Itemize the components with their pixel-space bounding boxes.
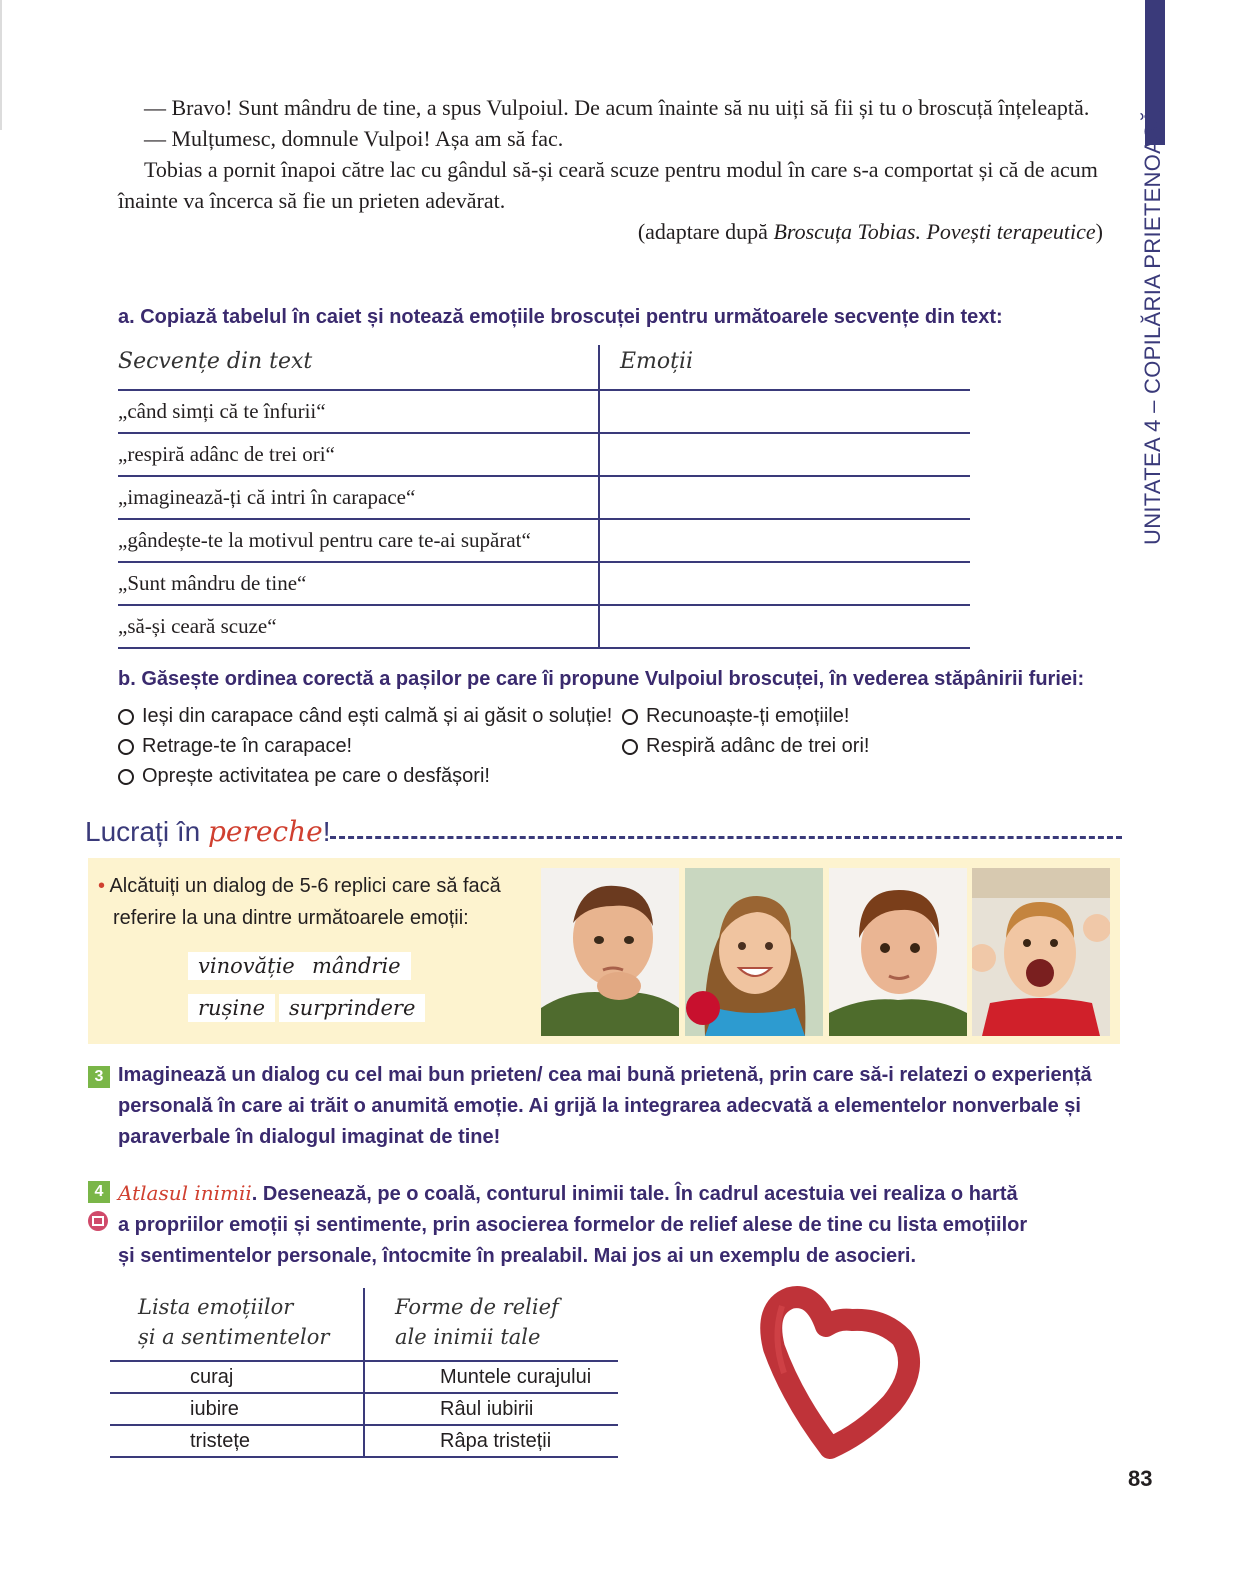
task-b-instruction: b. Găsește ordinea corectă a pașilor pe care îi propune Vulpoiul broscuței, în vederea stăpânirii furiei: bbox=[118, 668, 1085, 690]
step-option[interactable] bbox=[118, 765, 490, 788]
emotion-chip: surprindere bbox=[279, 994, 425, 1022]
page-number: 83 bbox=[1128, 1466, 1153, 1491]
option-label: Respiră adânc de trei ori! bbox=[646, 735, 870, 757]
sequence-cell: „să-și ceară scuze“ bbox=[118, 606, 600, 647]
table-row bbox=[110, 1394, 618, 1426]
table-header bbox=[118, 345, 970, 391]
sequence-cell: „gândește-te la motivul pentru care te-ai supărat“ bbox=[118, 520, 600, 561]
emotion-cell: curaj bbox=[110, 1362, 365, 1392]
page-edge bbox=[0, 0, 2, 130]
photo-surprised-boy bbox=[972, 868, 1110, 1036]
story-paragraph: Tobias a pornit înapoi către lac cu gândul să-și ceară scuze pentru modul în care s-a comportat și că de acum înainte va încerca să fie un prieten adevărat. bbox=[118, 157, 1098, 213]
header-emotions-list: Lista emoțiilor și a sentimentelor bbox=[110, 1288, 365, 1360]
heart-atlas-table bbox=[110, 1288, 618, 1458]
painted-heart-icon bbox=[752, 1278, 922, 1468]
emotion-cell bbox=[600, 434, 970, 475]
table-row bbox=[118, 606, 970, 649]
emotion-chip: rușine bbox=[188, 994, 275, 1022]
circle-checkbox-icon[interactable] bbox=[622, 709, 638, 725]
relief-cell: Muntele curajului bbox=[440, 1366, 592, 1388]
circle-checkbox-icon[interactable] bbox=[118, 769, 134, 785]
emotion-cell: iubire bbox=[110, 1394, 365, 1424]
story-paragraph: — Mulțumesc, domnule Vulpoi! Așa am să fac. bbox=[144, 126, 564, 151]
table-row bbox=[118, 434, 970, 477]
task-number-badge: 4 bbox=[88, 1181, 110, 1203]
task-number-badge: 3 bbox=[88, 1066, 110, 1088]
circle-checkbox-icon[interactable] bbox=[118, 739, 134, 755]
relief-cell: Râpa tristeții bbox=[440, 1430, 552, 1452]
task4-instruction: Atlasul inimii. Desenează, pe o coală, conturul inimii tale. În cadrul acestuia vei realiza o hartă a propriilor emoții și sentimente, prin asocierea formelor de relief alese de tine cu lista emoțiilor și sentimentelor personale, întocmite în prealabil. Mai jos ai un exemplu de asocieri. bbox=[118, 1181, 1028, 1267]
table-row bbox=[118, 477, 970, 520]
header-emotions: Emoții bbox=[620, 349, 694, 374]
emotion-chip: mândrie bbox=[302, 952, 411, 980]
option-label: Recunoaște-ți emoțiile! bbox=[646, 705, 850, 727]
step-option[interactable] bbox=[118, 735, 352, 758]
option-label: Retrage-te în carapace! bbox=[142, 735, 353, 757]
emotion-cell bbox=[600, 563, 970, 604]
relief-cell: Râul iubirii bbox=[440, 1398, 534, 1420]
sequence-cell: „imaginează-ți că intri în carapace“ bbox=[118, 477, 600, 518]
sequence-cell: „Sunt mândru de tine“ bbox=[118, 563, 600, 604]
dashed-divider bbox=[330, 836, 1122, 839]
photo-smiling-girl bbox=[685, 868, 823, 1036]
emotion-cell bbox=[600, 391, 970, 432]
task4-title: Atlasul inimii bbox=[118, 1181, 252, 1205]
pair-bullet: • Alcătuiți un dialog de 5-6 replici care să facă referire la una dintre următoarele emoții: bbox=[98, 875, 501, 929]
step-option[interactable] bbox=[622, 735, 869, 758]
pair-work-title: Lucrați în pereche! bbox=[85, 815, 331, 848]
table-row bbox=[118, 520, 970, 563]
circle-checkbox-icon[interactable] bbox=[622, 739, 638, 755]
emotions-table bbox=[118, 345, 970, 649]
film-icon bbox=[88, 1211, 108, 1231]
step-option[interactable] bbox=[118, 705, 612, 728]
task-a-instruction: a. Copiază tabelul în caiet și notează emoțiile broscuței pentru următoarele secvențe din text: bbox=[118, 306, 1003, 328]
option-label: Ieși din carapace când ești calmă și ai găsit o soluție! bbox=[142, 705, 613, 727]
emotion-cell: tristețe bbox=[110, 1426, 365, 1456]
table-row bbox=[110, 1362, 618, 1394]
table-row bbox=[118, 391, 970, 434]
emotion-chip: vinovăție bbox=[188, 952, 305, 980]
table-row bbox=[118, 563, 970, 606]
header-relief-forms: Forme de relief ale inimii tale bbox=[395, 1295, 559, 1349]
circle-checkbox-icon[interactable] bbox=[118, 709, 134, 725]
header-sequences: Secvențe din text bbox=[118, 345, 600, 389]
emotion-cell bbox=[600, 520, 970, 561]
option-label: Oprește activitatea pe care o desfășori! bbox=[142, 765, 490, 787]
emotion-cell bbox=[600, 606, 970, 647]
story-paragraph: — Bravo! Sunt mândru de tine, a spus Vulpoiul. De acum înainte să nu uiți să fii și tu o broscuță înțeleaptă. bbox=[144, 95, 1090, 120]
sequence-cell: „când simți că te înfurii“ bbox=[118, 391, 600, 432]
task3-instruction: Imaginează un dialog cu cel mai bun prieten/ cea mai bună prietenă, prin care să-i relatezi o experiență personală în care ai trăit o anumită emoție. Ai grijă la integrarea adecvată a elementelor nonverbale și paraverbale în dialogul imaginat de tine! bbox=[118, 1064, 1092, 1148]
photo-thinking-boy bbox=[541, 868, 679, 1036]
sequence-cell: „respiră adânc de trei ori“ bbox=[118, 434, 600, 475]
photo-proud-boy bbox=[829, 868, 967, 1036]
story-text bbox=[118, 92, 1103, 247]
unit-label: UNITATEA 4 – COPILĂRIA PRIETENOASĂ bbox=[1140, 108, 1165, 545]
step-option[interactable] bbox=[622, 705, 849, 728]
story-source: (adaptare după Broscuța Tobias. Povești terapeutice) bbox=[637, 219, 1103, 244]
table-row bbox=[110, 1426, 618, 1458]
emotion-cell bbox=[600, 477, 970, 518]
table-header bbox=[110, 1288, 618, 1362]
